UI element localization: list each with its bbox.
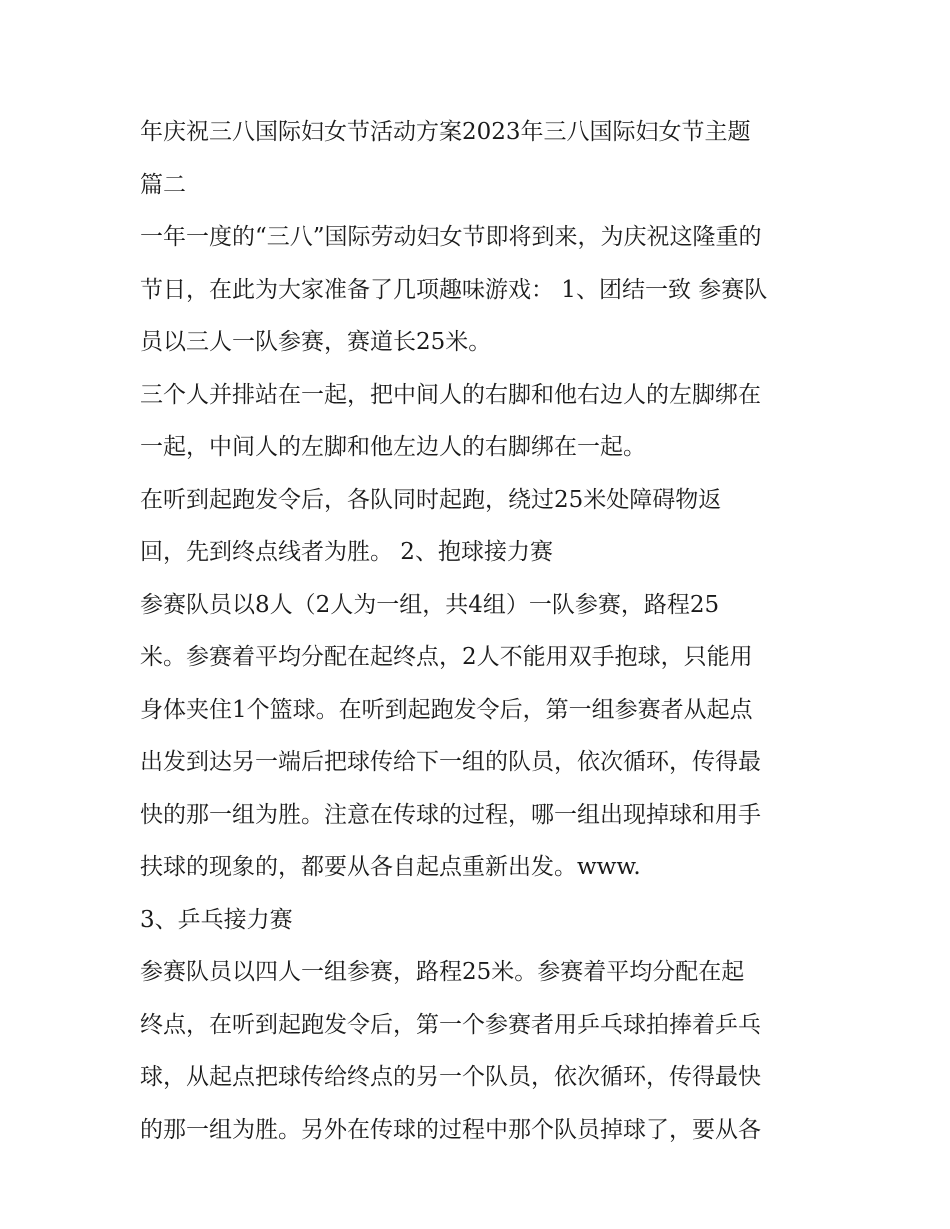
paragraph-line: 节日，在此为大家准备了几项趣味游戏： 1、团结一致 参赛队 (140, 276, 768, 303)
paragraph-line: 米。参赛着平均分配在起终点，2人不能用双手抱球，只能用 (140, 644, 753, 670)
paragraph-line: 终点，在听到起跑发令后，第一个参赛者用乒乓球拍捧着乒乓 (140, 1011, 761, 1038)
paragraph-line: 在听到起跑发令后，各队同时起跑，绕过25米处障碍物返 (140, 486, 722, 513)
document-body (140, 106, 820, 1156)
paragraph-line: 参赛队员以8人（2人为一组，共4组）一队参赛，路程25 (140, 591, 720, 618)
section-heading: 3、乒乓接力赛 (140, 906, 293, 933)
title-line-2: 篇二 (140, 171, 186, 198)
paragraph-line: 三个人并排站在一起，把中间人的右脚和他右边人的左脚绑在 (140, 381, 761, 408)
paragraph-line: 回，先到终点线者为胜。 2、抱球接力赛 (140, 539, 553, 565)
paragraph-line: 一年一度的“三八”国际劳动妇女节即将到来，为庆祝这隆重的 (140, 224, 762, 250)
paragraph-line: 员以三人一队参赛，赛道长25米。 (140, 329, 492, 355)
paragraph-line: 身体夹住1个篮球。在听到起跑发令后，第一组参赛者从起点 (140, 696, 753, 723)
paragraph-line: 一起，中间人的左脚和他左边人的右脚绑在一起。 (140, 434, 646, 460)
paragraph-line: 出发到达另一端后把球传给下一组的队员，依次循环，传得最 (140, 749, 761, 775)
paragraph-line: 扶球的现象的，都要从各自起点重新出发。www. (140, 854, 641, 880)
paragraph-line: 参赛队员以四人一组参赛，路程25米。参赛着平均分配在起 (140, 959, 745, 985)
paragraph-line: 的那一组为胜。另外在传球的过程中那个队员掉球了，要从各 (140, 1116, 761, 1143)
title-line-1: 年庆祝三八国际妇女节活动方案2023年三八国际妇女节主题 (140, 119, 751, 145)
paragraph-line: 快的那一组为胜。注意在传球的过程，哪一组出现掉球和用手 (140, 801, 761, 828)
paragraph-line: 球，从起点把球传给终点的另一个队员，依次循环，传得最快 (140, 1064, 761, 1090)
